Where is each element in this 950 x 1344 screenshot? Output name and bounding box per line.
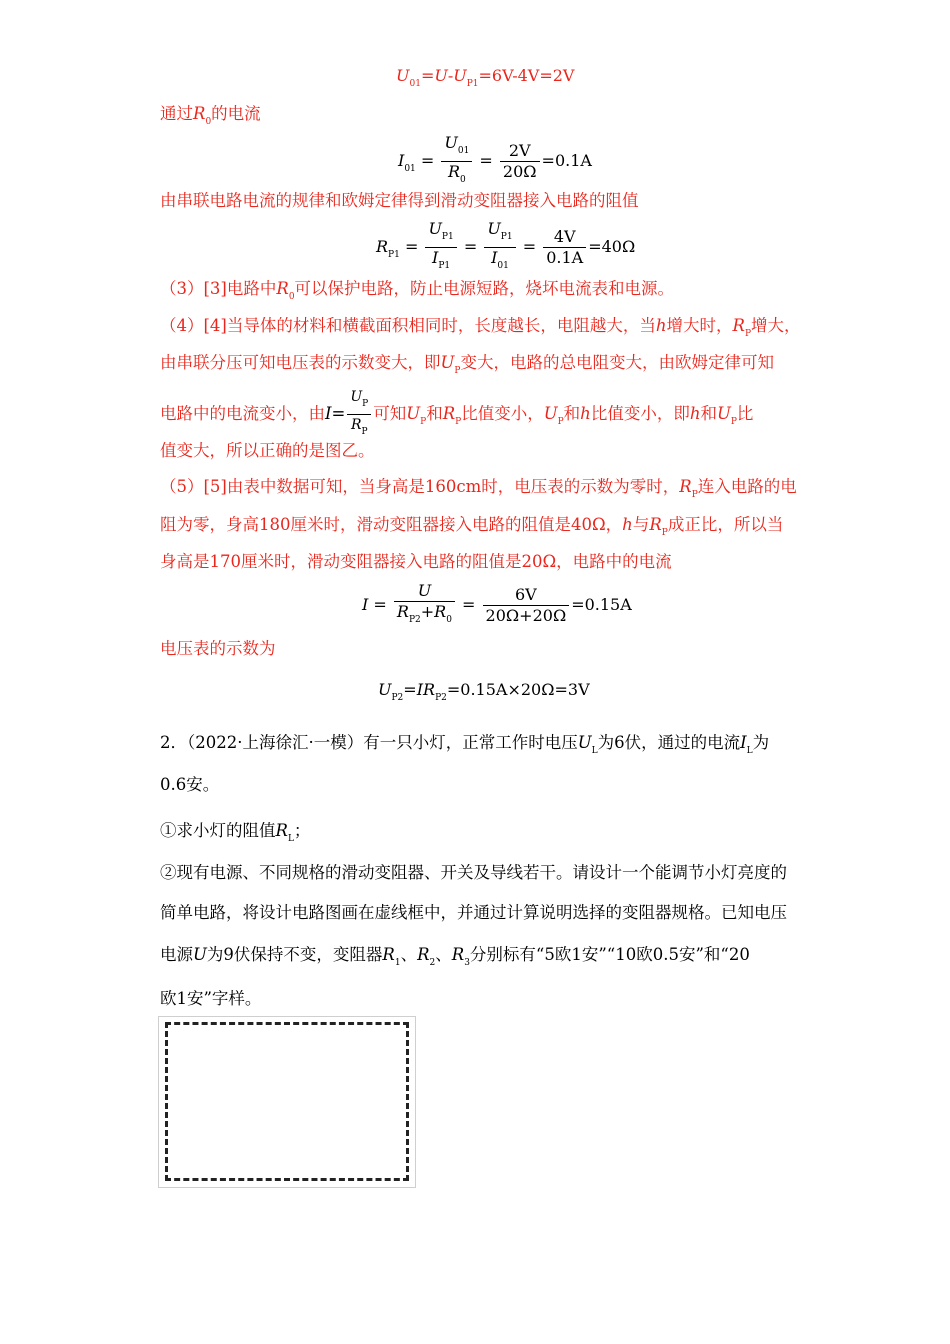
formula-u01: $U_{01}=U-U_{P1}=6V-4V=2V$ bbox=[396, 66, 575, 89]
through-r0-text: 通过$R_0$的电流 bbox=[160, 104, 261, 127]
question-2-line-2: 0.6安。 bbox=[160, 775, 220, 794]
paragraph-5-line-2: 阻为零，身高180厘米时，滑动变阻器接入电路的阻值是40Ω，h与$R_P$成正比，所以当 bbox=[160, 515, 784, 538]
paragraph-4-line-2: 由串联分压可知电压表的示数变大，即$U_P$变大，电路的总电阻变大，由欧姆定律可知 bbox=[160, 353, 774, 376]
fraction-up1-ip1: $\frac{U_{P1}}{I_{P1}}$ bbox=[425, 220, 456, 275]
paragraph-3: （3）[3]电路中$R_0$可以保护电路，防止电源短路，烧坏电流表和电源。 bbox=[160, 279, 675, 302]
fraction-up1-i01: $\frac{U_{P1}}{I_{01}}$ bbox=[484, 220, 515, 275]
question-2-sub-1: ①求小灯的阻值$R_L$； bbox=[160, 821, 311, 844]
paragraph-4-line-1: （4）[4]当导体的材料和横截面积相同时，长度越长，电阻越大，当h增大时，$R_P$增大， bbox=[160, 316, 801, 339]
inline-formula-i-up-rp: I= $\frac{U_P}{R_P}$ bbox=[325, 404, 373, 423]
question-2-sub-2-line-3: 电源U为9伏保持不变，变阻器$R_1$、$R_2$、$R_3$分别标有“5欧1安”“10欧0.5安”和“20 bbox=[160, 945, 750, 968]
fraction-u01-r0: $\frac{U_{01}}{R_0}$ bbox=[441, 134, 472, 189]
dashed-frame bbox=[165, 1022, 409, 1181]
paragraph-5-line-1: （5）[5]由表中数据可知，当身高是160cm时，电压表的示数为零时，$R_P$连入电路的电 bbox=[160, 477, 797, 500]
question-2-sub-2-line-2: 简单电路，将设计电路图画在虚线框中，并通过计算说明选择的变阻器规格。已知电压 bbox=[160, 903, 787, 922]
series-rule-text: 由串联电路电流的规律和欧姆定律得到滑动变阻器接入电路的阻值 bbox=[160, 191, 639, 210]
circuit-drawing-box[interactable] bbox=[158, 1016, 416, 1188]
formula-i01: $I_{01}$ = $\frac{U_{01}}{R_0}$ = $\frac{2V}{20\Omega}$ =0.1A bbox=[398, 134, 592, 189]
question-2-sub-2-line-1: ②现有电源、不同规格的滑动变阻器、开关及导线若干。请设计一个能调节小灯亮度的 bbox=[160, 863, 787, 882]
formula-up2: $U_{P2}=IR_{P2}=0.15A\times 20\Omega=3V$ bbox=[378, 680, 590, 703]
question-2-sub-2-line-4: 欧1安”字样。 bbox=[160, 989, 262, 1008]
fraction-4v-0.1a: $\frac{4V}{0.1A}$ bbox=[543, 228, 586, 267]
fraction-6v-40ohm: $\frac{6V}{20\Omega+20\Omega}$ bbox=[483, 586, 570, 625]
formula-rp1: $R_{P1}$ = $\frac{U_{P1}}{I_{P1}}$ = $\frac{U_{P1}}{I_{01}}$ = $\frac{4V}{0.1A}$ =40Ω bbox=[376, 220, 635, 275]
paragraph-5-line-3: 身高是170厘米时，滑动变阻器接入电路的阻值是20Ω，电路中的电流 bbox=[160, 552, 672, 571]
formula-current-i: I = $\frac{U}{R_{P2}+R_0}$ = $\frac{6V}{20\Omega+20\Omega}$ =0.15A bbox=[362, 582, 632, 629]
fraction-2v-20ohm: $\frac{2V}{20\Omega}$ bbox=[500, 142, 540, 181]
question-2-line-1: 2．（2022·上海徐汇·一模）有一只小灯，正常工作时电压$U_L$为6伏，通过的电流$I_L$为 bbox=[160, 733, 770, 756]
fraction-u-rp2-r0: $\frac{U}{R_{P2}+R_0}$ bbox=[394, 582, 455, 629]
voltmeter-reading-text: 电压表的示数为 bbox=[160, 639, 276, 658]
paragraph-4-line-4: 值变大，所以正确的是图乙。 bbox=[160, 441, 375, 460]
paragraph-4-line-3: 电路中的电流变小，由I= $\frac{U_P}{R_P}$ 可知$U_P$和$R_P$比值变小，$U_P$和h比值变小，即h和$U_P$比 bbox=[160, 389, 754, 437]
